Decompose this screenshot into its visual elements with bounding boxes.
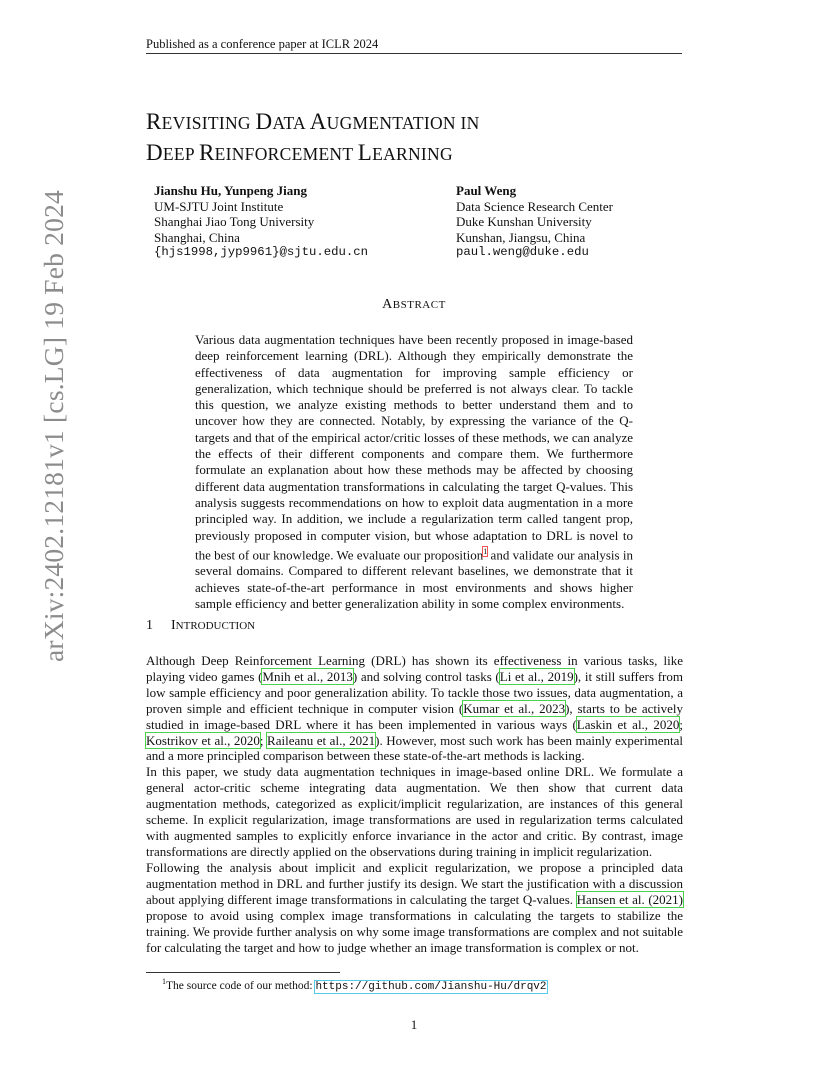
arxiv-stamp: arXiv:2402.12181v1 [cs.LG] 19 Feb 2024	[38, 190, 69, 662]
running-header: Published as a conference paper at ICLR 2024	[146, 37, 379, 51]
author-affiliation: Duke Kunshan University	[456, 214, 592, 229]
abstract-heading: ABSTRACT	[382, 297, 446, 312]
code-url-link[interactable]: https://github.com/Jianshu-Hu/drqv2	[315, 980, 547, 993]
section-heading-introduction: 1 INTRODUCTION	[146, 618, 256, 633]
author-block-2	[456, 183, 613, 261]
author-names: Paul Weng	[456, 183, 517, 198]
author-email[interactable]: paul.weng@duke.edu	[456, 245, 589, 259]
author-email[interactable]: {hjs1998,jyp9961}@sjtu.edu.cn	[154, 245, 369, 259]
footnote-ref[interactable]: 1	[483, 546, 488, 556]
footnote: $^1$The source code of our method: https://github.com/Jianshu-Hu/drqv2	[162, 977, 547, 993]
citation-link[interactable]: Li et al., 2019	[499, 668, 574, 684]
paper-title	[146, 107, 480, 169]
intro-paragraph-2: In this paper, we study data augmentation techniques in image-based online DRL. We formulate a general actor-critic scheme integrating data augmentation. We then show that current data augmentation methods, categorized as explicit/implicit regularization, are instances of this general scheme. In explicit regularization, image transformations are used in regularization terms calculated with augmented samples to explicitly enforce invariance in the actor and critic. By contrast, image transformations are directly applied on the observations during training in implicit regularization.	[146, 764, 683, 859]
author-names: Jianshu Hu, Yunpeng Jiang	[154, 183, 307, 198]
intro-paragraph-3: Following the analysis about implicit and explicit regularization, we propose a principled data augmentation method in DRL and further justify its design. We start the justification with a discussion about applying different image transformations in calculating the target Q-values. Hansen et al. (2021) propose to avoid using complex image transformations in calculating the targets to stabilize the training. We provide further analysis on why some image transformations are complex and not suitable for calculating the target and how to judge whether an image transformation is complex or not.	[146, 860, 683, 955]
title-line-1: REVISITING DATA AUGMENTATION IN	[146, 109, 480, 134]
footnote-rule	[146, 972, 340, 973]
citation-link[interactable]: Mnih et al., 2013	[262, 668, 353, 684]
page-number: 1	[410, 1017, 418, 1032]
author-affiliation: Data Science Research Center	[456, 198, 614, 214]
citation-link[interactable]: Hansen et al. (2021)	[576, 891, 683, 907]
author-affiliation: UM-SJTU Joint Institute	[154, 198, 284, 214]
citation-link[interactable]: Kostrikov et al., 2020	[146, 732, 260, 748]
author-affiliation: Shanghai, China	[154, 229, 240, 245]
abstract-text: Various data augmentation techniques have been recently proposed in image-based deep reinforcement learning (DRL). Although they empirically demonstrate the effectiveness of data augmentation for improving sample efficiency or generalization, which technique should be preferred is not always clear. To tackle this question, we analyze existing methods to better understand them and to uncover how they are connected. Notably, by expressing the variance of the Q-targets and that of the empirical actor/critic losses of these methods, we can analyze the effects of their different components and compare them. We furthermore formulate an explanation about how these methods may be affected by choosing different data augmentation transformations in calculating the target Q-values. This analysis suggests recommendations on how to exploit data augmentation in a more principled way. In addition, we include a regularization term called tangent prop, previously proposed in computer vision, but whose adaptation to DRL is novel to the best of our knowledge. We evaluate our proposition$^1$ and validate our analysis in several domains. Compared to different relevant baselines, we demonstrate that it achieves state-of-the-art performance in most environments and shows higher sample efficiency and better generalization ability in some complex environments.	[195, 332, 633, 612]
author-affiliation: Shanghai Jiao Tong University	[154, 214, 315, 229]
header-rule	[146, 53, 682, 54]
author-block-1	[154, 183, 368, 261]
citation-link[interactable]: Laskin et al., 2020	[576, 716, 680, 732]
citation-link[interactable]: Raileanu et al., 2021	[267, 732, 376, 748]
author-affiliation: Kunshan, Jiangsu, China	[456, 229, 586, 245]
title-line-2: DEEP REINFORCEMENT LEARNING	[146, 140, 453, 165]
intro-paragraph-1: Although Deep Reinforcement Learning (DRL) has shown its effectiveness in various tasks, like playing video games (Mnih et al., 2013) and solving control tasks (Li et al., 2019), it still suffers from low sample efficiency and poor generalization ability. To tackle those two issues, data augmentation, a proven simple and efficient technique in computer vision (Kumar et al., 2023), starts to be actively studied in image-based DRL where it has been implemented in various ways (Laskin et al., 2020; Kostrikov et al., 2020; Raileanu et al., 2021). However, most such work has been mainly experimental and a more principled comparison between these state-of-the-art methods is lacking.	[146, 653, 683, 764]
citation-link[interactable]: Kumar et al., 2023	[463, 700, 566, 716]
